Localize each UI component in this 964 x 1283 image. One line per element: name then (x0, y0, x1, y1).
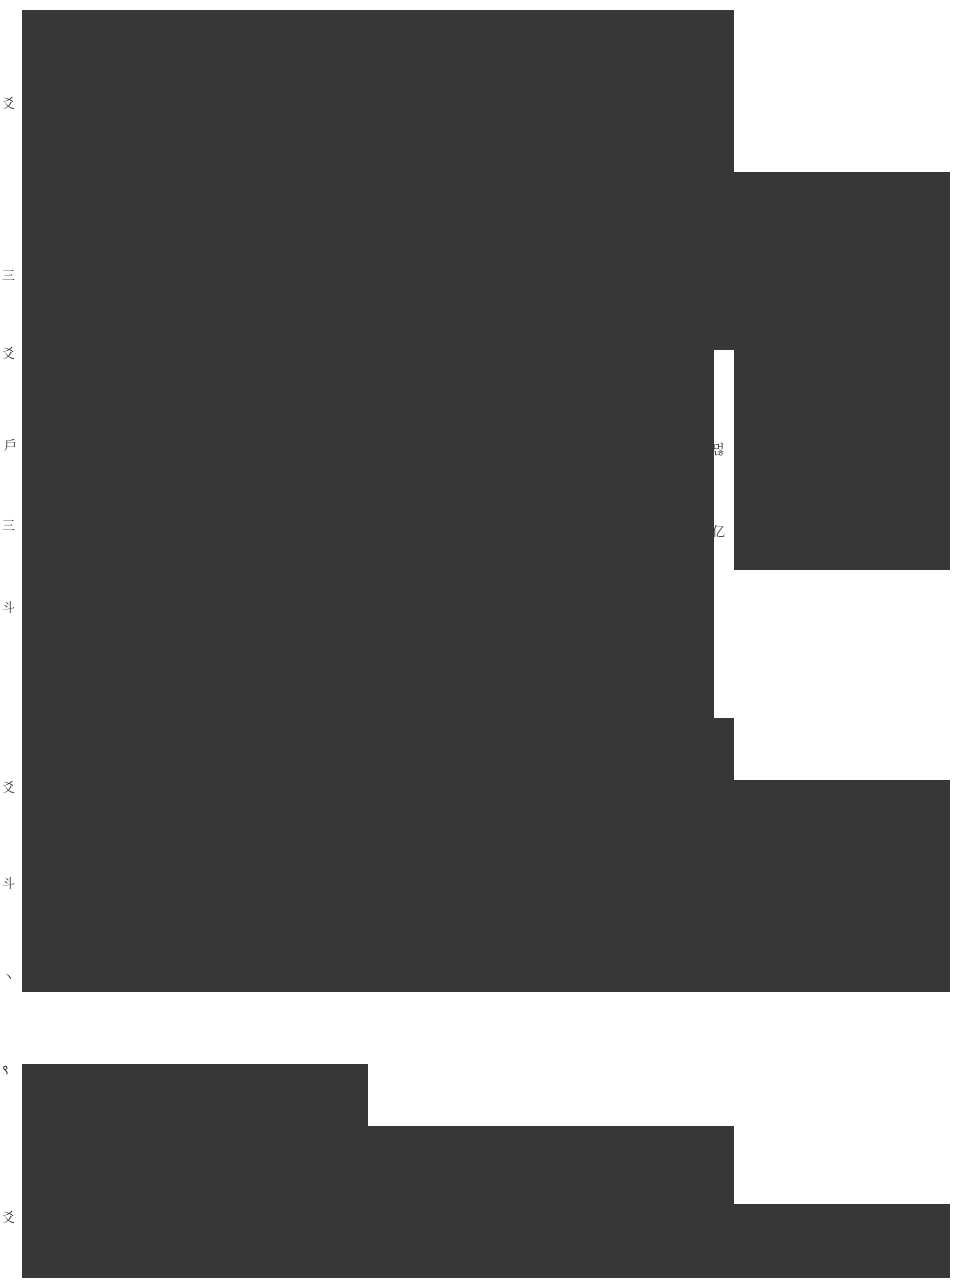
mark-left-5: 三 (2, 519, 16, 534)
right-mid-block (734, 350, 950, 570)
wide-upper-block (22, 172, 950, 350)
mark-left-3: 爻 (2, 347, 16, 362)
mark-right-1: 斥 (936, 189, 950, 204)
mark-left-6: 斗 (2, 601, 16, 616)
main-upper-block (22, 10, 734, 172)
mark-left-1: 爻 (2, 97, 16, 112)
mark-left-2: 三 (2, 269, 16, 284)
mark-left-9: 丶 (2, 971, 16, 986)
footer-wide-block (22, 1204, 950, 1278)
left-mid-block (22, 350, 714, 570)
footer-mid-block (22, 1126, 734, 1204)
mark-right-2: ᐨ (942, 339, 948, 354)
footer-left-block (22, 1064, 368, 1126)
mark-inner-1: 먾 (712, 443, 725, 458)
mark-left-8: 斗 (2, 877, 16, 892)
mark-inner-2: 亿 (712, 525, 726, 540)
center-tall-block (22, 570, 714, 718)
mark-left-4: 戶 (4, 439, 18, 454)
mark-left-11: 爻 (2, 1211, 16, 1226)
full-width-block (22, 780, 950, 992)
mark-left-7: 爻 (2, 781, 16, 796)
mark-left-10: ९ (2, 1063, 9, 1078)
lower-wide-block (22, 718, 734, 780)
